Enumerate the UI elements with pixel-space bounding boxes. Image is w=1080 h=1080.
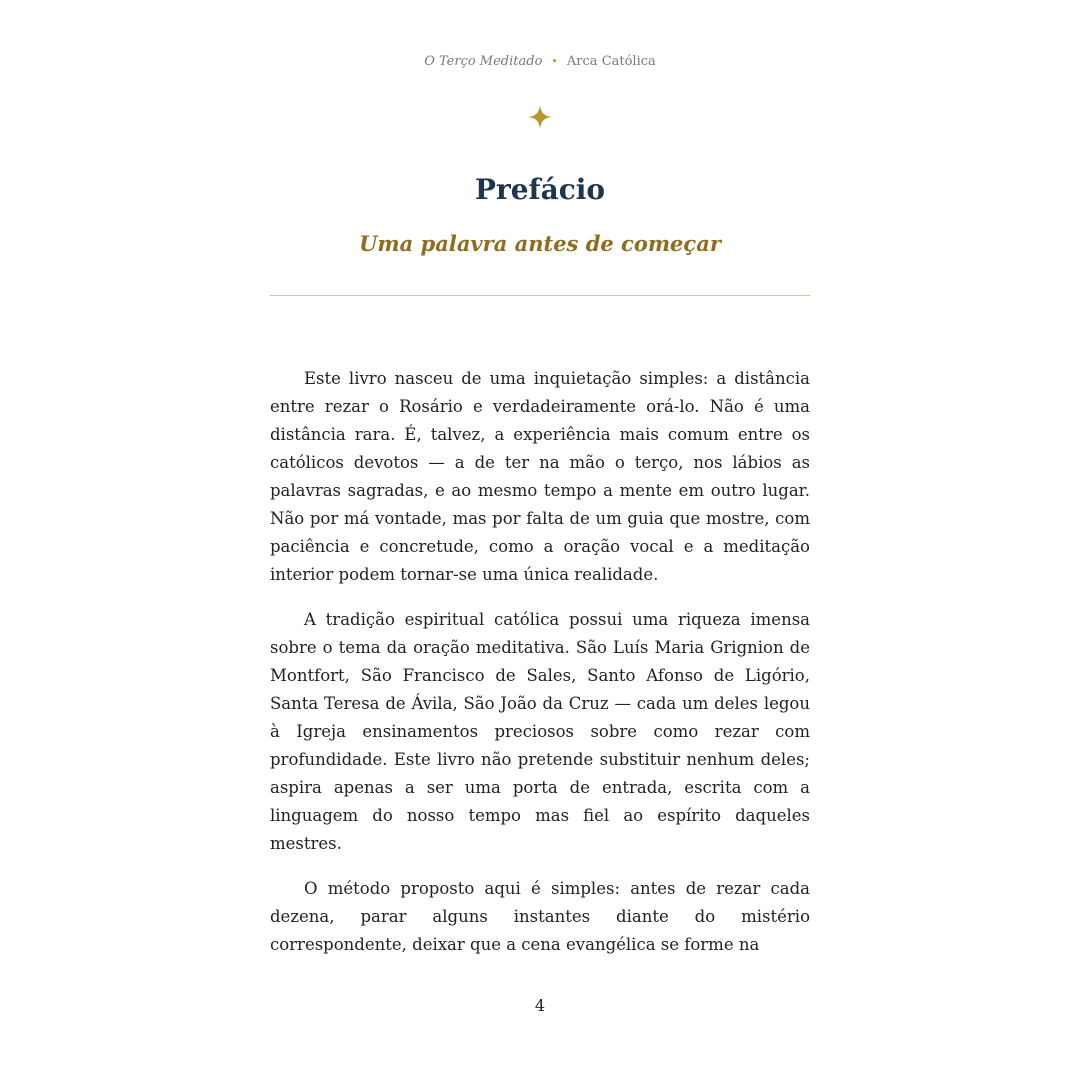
divider-rule — [270, 295, 810, 296]
paragraph: O método proposto aqui é simples: antes de rezar cada dezena, parar alguns instantes diante do mistério correspondente, deixar que a cena evangélica se forme na — [270, 879, 810, 954]
ornament — [0, 104, 1080, 130]
body-text — [270, 365, 810, 959]
running-header-separator: • — [551, 55, 558, 68]
page-number: 4 — [534, 996, 546, 1015]
paragraph: A tradição espiritual católica possui uma riqueza imensa sobre o tema da oração meditativa. São Luís Maria Grignion de Montfort, São Francisco de Sales, Santo Afonso de Ligório, Santa Teresa de Ávila, São João da Cruz — cada um deles legou à Igreja ensinamentos preciosos sobre como rezar com profundidade. Este livro não pretende substituir nenhum deles; aspira apenas a ser uma porta de entrada, escrita com a linguagem do nosso tempo mas fiel ao espírito daqueles mestres. — [270, 610, 810, 853]
running-header — [0, 54, 1080, 69]
chapter-title: Prefácio — [474, 173, 606, 206]
running-header-book-title: O Terço Meditado — [424, 54, 543, 69]
paragraph: Este livro nasceu de uma inquietação simples: a distância entre rezar o Rosário e verdadeiramente orá-lo. Não é uma distância rara. É, talvez, a experiência mais comum entre os católicos devotos — a de ter na mão o terço, nos lábios as palavras sagradas, e ao mesmo tempo a mente em outro lugar. Não por má vontade, mas por falta de um guia que mostre, com paciência e concretude, como a oração vocal e a meditação interior podem tornar-se uma única realidade. — [270, 369, 810, 584]
running-header-publisher: Arca Católica — [566, 54, 656, 69]
chapter-subtitle: Uma palavra antes de começar — [359, 231, 721, 256]
four-point-star-icon — [527, 104, 553, 130]
